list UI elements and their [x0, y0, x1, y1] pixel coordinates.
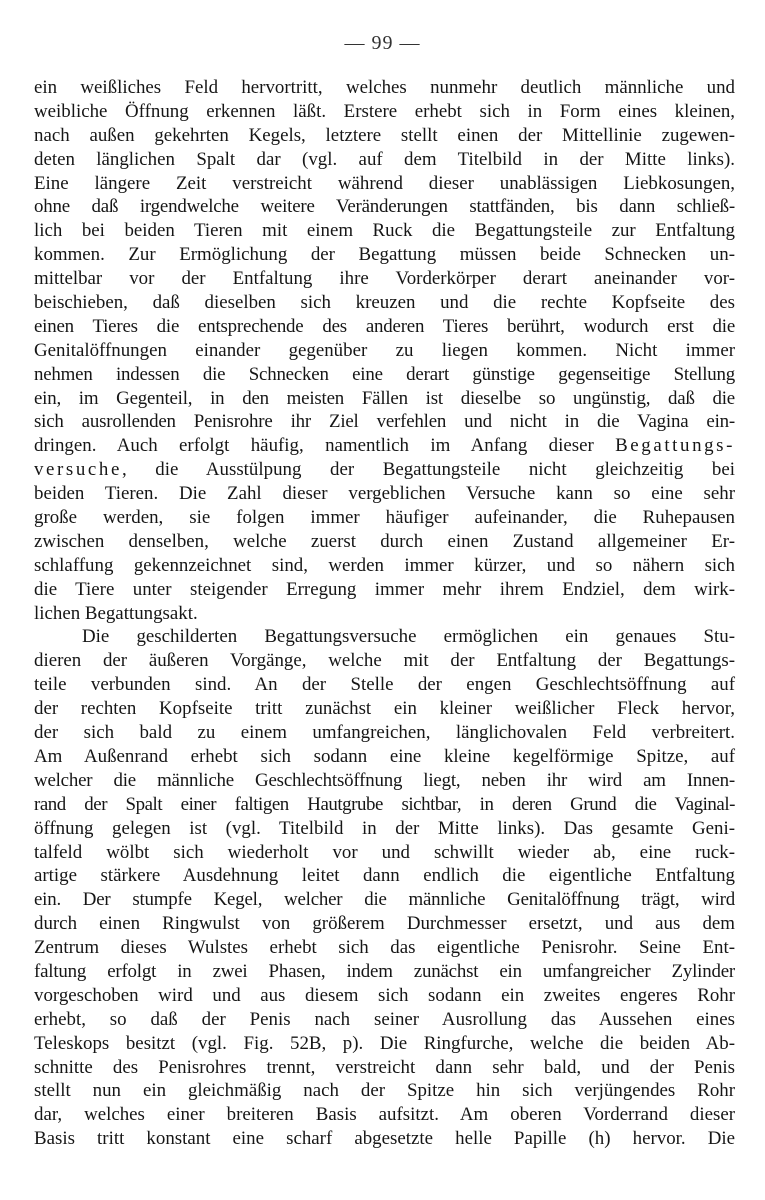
text-line: deten länglichen Spalt dar (vgl. auf dem Titelbild in der Mitte links).: [34, 148, 735, 170]
text-line: mittelbar vor der Entfaltung ihre Vorderkörper derart aneinander vor-: [34, 268, 735, 290]
text-line: lich bei beiden Tieren mit einem Ruck die Begattungsteile zur Entfaltung: [34, 220, 735, 242]
text-line: dar, welches einer breiteren Basis aufsitzt. Am oberen Vorderrand dieser: [34, 1104, 735, 1126]
text-line: schlaffung gekennzeichnet sind, werden immer kürzer, und so nähern sich: [34, 554, 735, 576]
spaced-emphasis: Begattungs-: [615, 435, 735, 457]
text-line: einen Tieres die entsprechende des anderen Tieres berührt, wodurch erst die: [34, 315, 735, 337]
text-line: rand der Spalt einer faltigen Hautgrube sichtbar, in deren Grund die Vaginal-: [34, 793, 735, 815]
text-line: dieren der äußeren Vorgänge, welche mit der Entfaltung der Begattungs-: [34, 650, 735, 672]
text-line: Die geschilderten Begattungsversuche ermöglichen ein genaues Stu-: [82, 626, 735, 648]
text-line: der rechten Kopfseite tritt zunächst ein kleiner weißlicher Fleck hervor,: [34, 698, 735, 720]
text-line: teile verbunden sind. An der Stelle der engen Geschlechtsöffnung auf: [34, 674, 735, 696]
text-line: zwischen denselben, welche zuerst durch einen Zustand allgemeiner Er-: [34, 530, 735, 552]
text-line: schnitte des Penisrohres trennt, verstreicht dann sehr bald, und der Penis: [34, 1056, 735, 1078]
text-line: artige stärkere Ausdehnung leitet dann endlich die eigentliche Entfaltung: [34, 865, 735, 887]
spaced-emphasis: versuche: [34, 459, 122, 481]
body-text: [34, 76, 735, 1151]
text-line: faltung erfolgt in zwei Phasen, indem zunächst ein umfangreicher Zylinder: [34, 960, 735, 982]
text-line: lichen Begattungsakt.: [34, 602, 198, 624]
text-line-spaced: dringen. Auch erfolgt häufig, namentlich im Anfang dieser Begattungs-: [34, 435, 735, 457]
text-line: der sich bald zu einem umfangreichen, länglichovalen Feld verbreitert.: [34, 722, 735, 744]
text-line: nach außen gekehrten Kegels, letztere stellt einen der Mittellinie zugewen-: [34, 124, 735, 146]
text-line: ein, im Gegenteil, in den meisten Fällen ist dieselbe so ungünstig, daß die: [34, 387, 735, 409]
text-line: große werden, sie folgen immer häufiger aufeinander, die Ruhepausen: [34, 507, 735, 529]
text-line: beiden Tieren. Die Zahl dieser vergeblichen Versuche kann so eine sehr: [34, 483, 735, 505]
text-line: ein. Der stumpfe Kegel, welcher die männliche Genitalöffnung trägt, wird: [34, 889, 735, 911]
text-line: erhebt, so daß der Penis nach seiner Ausrollung das Aussehen eines: [34, 1008, 735, 1030]
text-line: Zentrum dieses Wulstes erhebt sich das eigentliche Penisrohr. Seine Ent-: [34, 937, 735, 959]
page-number: — 99 —: [344, 32, 421, 54]
text-line: kommen. Zur Ermöglichung der Begattung müssen beide Schnecken un-: [34, 244, 735, 266]
text-line: die Tiere unter steigender Erregung immer mehr ihrem Endziel, dem wirk-: [34, 578, 735, 600]
text-line: Basis tritt konstant eine scharf abgesetzte helle Papille (h) hervor. Die: [34, 1128, 735, 1150]
text-line: talfeld wölbt sich wiederholt vor und schwillt wieder ab, eine ruck-: [34, 841, 735, 863]
text-line: ein weißliches Feld hervortritt, welches nunmehr deutlich männliche und: [34, 77, 735, 98]
text-line: Eine längere Zeit verstreicht während dieser unablässigen Liebkosungen,: [34, 172, 735, 194]
text-line: weibliche Öffnung erkennen läßt. Erstere erhebt sich in Form eines kleinen,: [34, 100, 735, 122]
text-line: durch einen Ringwulst von größerem Durchmesser ersetzt, und aus dem: [34, 913, 735, 935]
text-line: beischieben, daß dieselben sich kreuzen und die rechte Kopfseite des: [34, 292, 735, 314]
text-line: welcher die männliche Geschlechtsöffnung liegt, neben ihr wird am Innen-: [34, 769, 735, 791]
text-line: vorgeschoben wird und aus diesem sich sodann ein zweites engeres Rohr: [34, 984, 735, 1006]
text-line-spaced: versuche, die Ausstülpung der Begattungsteile nicht gleichzeitig bei: [34, 459, 735, 481]
text-line: nehmen indessen die Schnecken eine derart günstige gegenseitige Stellung: [34, 363, 735, 385]
text-line: stellt nun ein gleichmäßig nach der Spitze hin sich verjüngendes Rohr: [34, 1080, 735, 1102]
text-line: Teleskops besitzt (vgl. Fig. 52B, p). Die Ringfurche, welche die beiden Ab-: [34, 1032, 735, 1054]
text-line: ohne daß irgendwelche weitere Veränderungen stattfänden, bis dann schließ-: [34, 196, 735, 218]
text-line: sich ausrollenden Penisrohre ihr Ziel verfehlen und nicht in die Vagina ein-: [34, 411, 735, 433]
text-line: Am Außenrand erhebt sich sodann eine kleine kegelförmige Spitze, auf: [34, 745, 735, 767]
text-line: öffnung gelegen ist (vgl. Titelbild in der Mitte links). Das gesamte Geni-: [34, 817, 735, 839]
text-line: Genitalöffnungen einander gegenüber zu liegen kommen. Nicht immer: [34, 339, 735, 361]
